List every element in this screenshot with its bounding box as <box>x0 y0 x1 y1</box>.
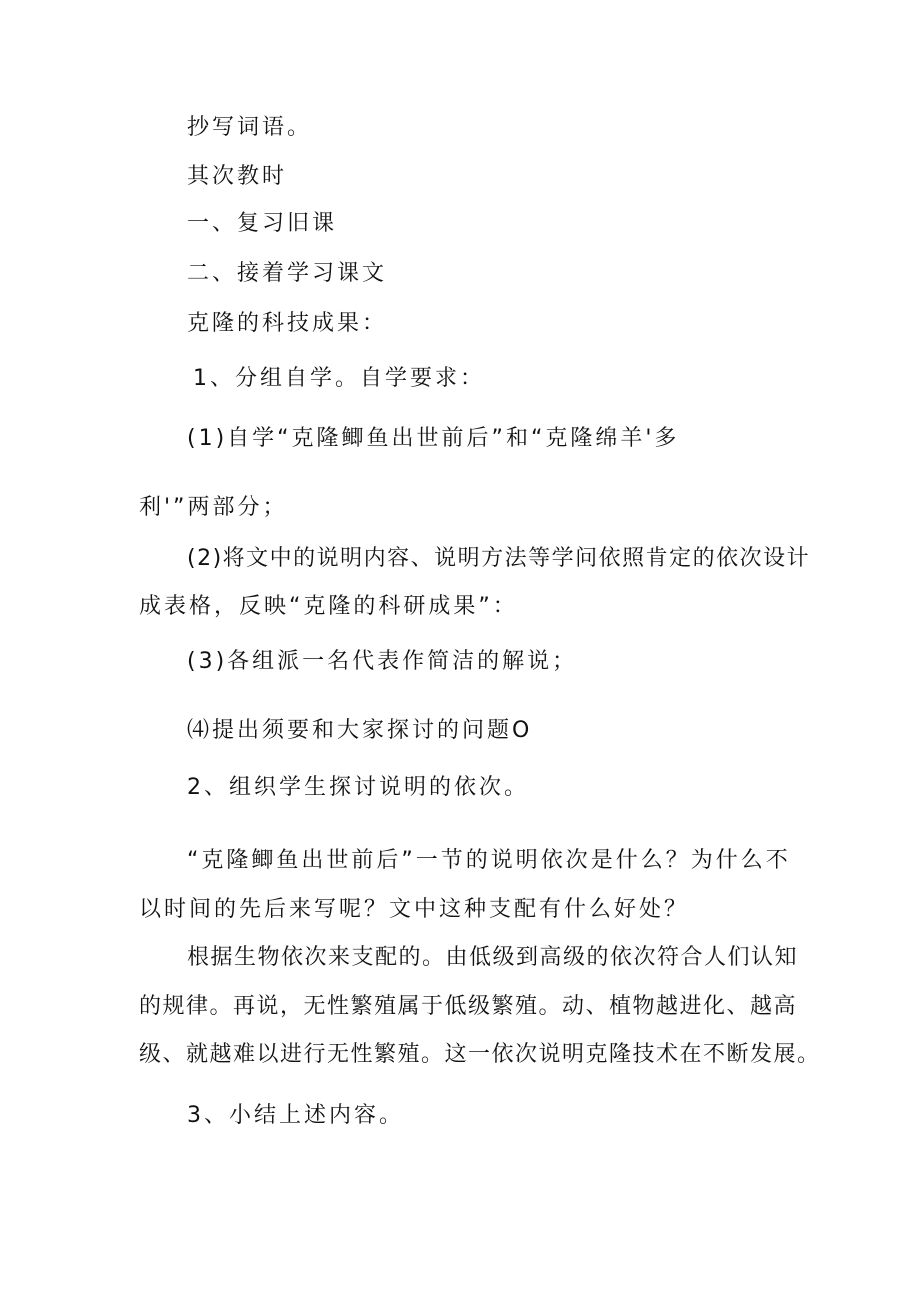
text-line-group-study: 1、分组自学。自学要求： <box>193 366 485 391</box>
text-line-copy-words: 抄写词语。 <box>187 115 313 140</box>
text-line-requirement-3: (3)各组派一名代表作简洁的解说； <box>187 649 578 674</box>
text-line-review: 一、复习旧课 <box>187 211 338 236</box>
text-line-question-a: “克隆鲫鱼出世前后”一节的说明依次是什么？为什么不 <box>187 848 791 873</box>
text-line-summary: 3、小结上述内容。 <box>187 1103 404 1128</box>
text-line-clone-achievements: 克隆的科技成果： <box>187 311 388 336</box>
text-line-requirement-2b: 成表格，反映“克隆的科研成果”： <box>139 594 518 619</box>
text-line-question-b: 以时间的先后来写呢？文中这种支配有什么好处？ <box>139 897 690 922</box>
text-line-discuss-order: 2、组织学生探讨说明的依次。 <box>187 775 529 800</box>
text-line-requirement-2a: (2)将文中的说明内容、说明方法等学问依照肯定的依次设计 <box>187 546 811 571</box>
text-line-second-lesson: 其次教时 <box>187 164 288 189</box>
text-line-answer-a: 根据生物依次来支配的。由低级到高级的依次符合人们认知 <box>187 945 799 970</box>
text-line-requirement-4: ⑷提出须要和大家探讨的问题O <box>187 718 533 743</box>
text-line-answer-c: 级、就越难以进行无性繁殖。这一依次说明克隆技术在不断发展。 <box>139 1042 821 1067</box>
text-line-continue-study: 二、接着学习课文 <box>187 261 388 286</box>
text-line-requirement-1a: (1)自学“克隆鲫鱼出世前后”和“克隆绵羊'多 <box>187 426 680 451</box>
text-line-requirement-1b: 利'”两部分； <box>139 495 288 520</box>
text-line-answer-b: 的规律。再说，无性繁殖属于低级繁殖。动、植物越进化、越高 <box>139 994 798 1019</box>
